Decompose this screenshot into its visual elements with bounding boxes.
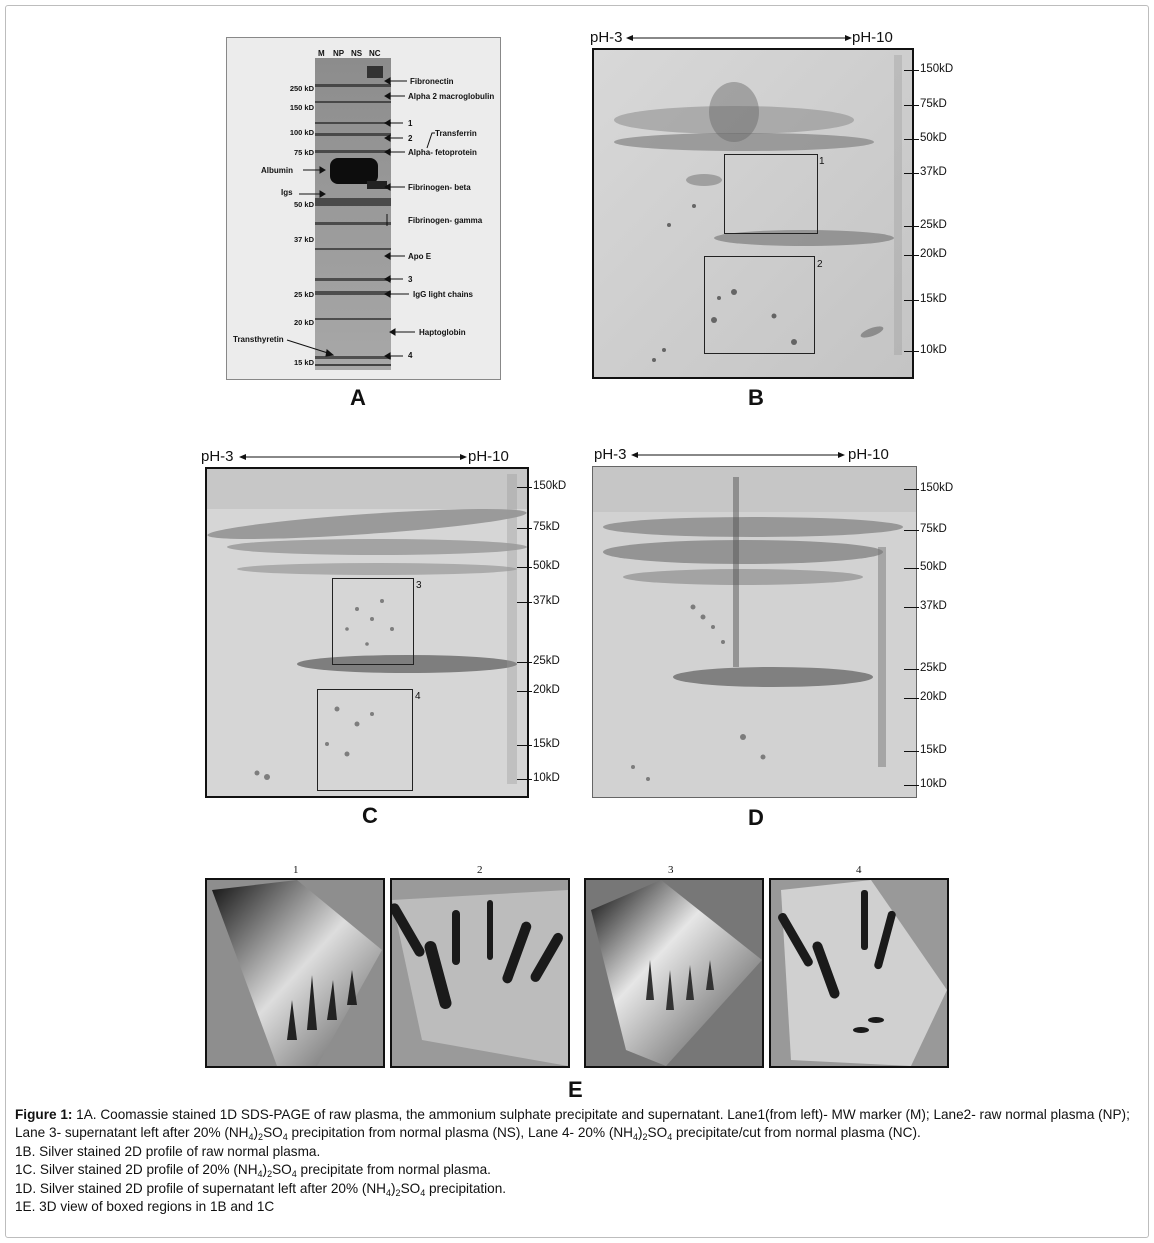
ph-left: pH-3: [590, 29, 623, 46]
view-number: 2: [477, 864, 483, 876]
mw-label: 75kD: [533, 521, 560, 533]
gel-2d-d: [592, 466, 917, 798]
lane-label: NS: [351, 49, 363, 58]
mw-marker: 75 kD: [293, 148, 314, 157]
mw-marker: 25 kD: [293, 290, 314, 299]
mw-marker: 50 kD: [293, 200, 314, 209]
protein-label: 4: [408, 351, 413, 360]
protein-label: 2: [408, 134, 413, 143]
ph-gradient-arrow: [631, 450, 845, 460]
mw-marker: 250 kD: [289, 84, 314, 93]
caption-paragraph-2: 1B. Silver stained 2D profile of raw normal plasma.: [15, 1143, 321, 1159]
figure-caption: [15, 1106, 1145, 1216]
ph-left: pH-3: [201, 448, 234, 465]
protein-label: Alpha 2 macroglobulin: [408, 92, 495, 101]
panel-letter-a: A: [350, 385, 366, 410]
view-number: 3: [668, 864, 674, 876]
panel-letter-b: B: [748, 385, 764, 410]
mw-label: 75kD: [920, 98, 947, 110]
protein-label: Albumin: [261, 166, 293, 175]
protein-label: Fibronectin: [410, 77, 454, 86]
ph-left: pH-3: [594, 446, 627, 463]
mw-label: 50kD: [920, 132, 947, 144]
protein-label: Haptoglobin: [419, 328, 466, 337]
region-box-label: 2: [817, 259, 823, 270]
mw-label: 150kD: [920, 63, 954, 75]
mw-marker: 15 kD: [293, 358, 314, 367]
figure-frame: [5, 5, 1149, 1238]
region-box-label: 3: [416, 580, 422, 591]
protein-label: Transthyretin: [233, 335, 284, 344]
ph-right: pH-10: [852, 29, 893, 46]
protein-label: 1: [408, 119, 413, 128]
mw-label: 37kD: [533, 595, 560, 607]
panel-letter-d: D: [748, 805, 764, 830]
panel-a: [226, 37, 501, 380]
protein-label: 3: [408, 275, 413, 284]
surface-3d-view-4: [769, 878, 949, 1068]
surface-3d-view-3: [584, 878, 764, 1068]
panel-letter-c: C: [362, 803, 378, 828]
ph-gradient-arrow: [626, 33, 852, 43]
ph-right: pH-10: [848, 446, 889, 463]
lane-label: NP: [333, 49, 345, 58]
lane-label: M: [318, 49, 325, 58]
mw-label: 50kD: [920, 561, 947, 573]
caption-paragraph-3: 1C. Silver stained 2D profile of 20% $(NH_4)_2SO_4$ precipitate from normal plasma.: [15, 1162, 491, 1180]
region-box-3: [332, 578, 414, 665]
mw-label: 15kD: [920, 744, 947, 756]
mw-label: 25kD: [920, 662, 947, 674]
surface-3d-view-1: [205, 878, 385, 1068]
protein-label: Apo E: [408, 252, 432, 261]
mw-label: 75kD: [920, 523, 947, 535]
mw-label: 150kD: [533, 480, 567, 492]
mw-label: 20kD: [920, 248, 947, 260]
mw-marker: 37 kD: [293, 235, 314, 244]
mw-label: 20kD: [533, 684, 560, 696]
region-box-label: 4: [415, 691, 421, 702]
mw-label: 50kD: [533, 560, 560, 572]
mw-label: 15kD: [533, 738, 560, 750]
caption-paragraph-5: 1E. 3D view of boxed regions in 1B and 1C: [15, 1199, 275, 1215]
protein-label: Alpha- fetoprotein: [408, 148, 477, 157]
ph-right: pH-10: [468, 448, 509, 465]
band-arrows: [227, 38, 500, 379]
protein-label: IgG light chains: [413, 290, 474, 299]
mw-marker: 20 kD: [293, 318, 314, 327]
mw-label: 10kD: [533, 772, 560, 784]
lane-label: NC: [369, 49, 381, 58]
mw-label: 25kD: [920, 219, 947, 231]
region-box-1: [724, 154, 818, 234]
protein-label: Transferrin: [435, 129, 477, 138]
caption-paragraph-4: 1D. Silver stained 2D profile of supernatant left after 20% $(NH_4)_2SO_4$ precipitation.: [15, 1180, 507, 1198]
region-box-4: [317, 689, 413, 791]
view-number: 1: [293, 864, 299, 876]
mw-label: 10kD: [920, 344, 947, 356]
mw-marker: 150 kD: [289, 103, 314, 112]
mw-label: 10kD: [920, 778, 947, 790]
protein-label: Fibrinogen- beta: [408, 183, 471, 192]
region-box-2: [704, 256, 815, 354]
mw-label: 150kD: [920, 482, 954, 494]
panel-letter-e: E: [568, 1077, 583, 1102]
protein-label: Fibrinogen- gamma: [408, 216, 483, 225]
caption-label: Figure 1:: [15, 1107, 73, 1122]
caption-paragraph-1: Figure 1: 1A. Coomassie stained 1D SDS-PAGE of raw plasma, the ammonium sulphate precipitate and supernatant. Lane1(from left)- MW marker (M); Lane2- raw normal plasma (NP); Lane 3- supernatant left after 20% $(NH_4)_2SO_4$ precipitation from normal plasma (NS), Lane 4- 20% $(NH_4)_2SO_4$ precipitate/cut from normal plasma (NC).: [15, 1107, 1130, 1143]
view-number: 4: [856, 864, 862, 876]
mw-label: 20kD: [920, 691, 947, 703]
protein-label: Igs: [281, 188, 293, 197]
region-box-label: 1: [819, 156, 825, 167]
mw-label: 15kD: [920, 293, 947, 305]
mw-label: 25kD: [533, 655, 560, 667]
ph-gradient-arrow: [239, 452, 467, 462]
mw-label: 37kD: [920, 600, 947, 612]
mw-label: 37kD: [920, 166, 947, 178]
surface-3d-view-2: [390, 878, 570, 1068]
mw-marker: 100 kD: [289, 128, 314, 137]
